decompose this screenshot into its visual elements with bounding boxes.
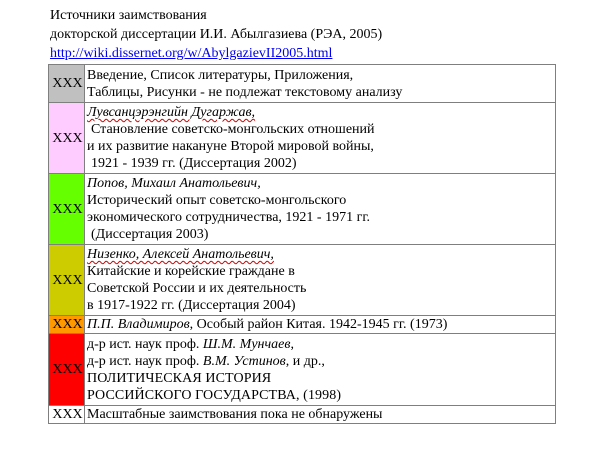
desc-line: в 1917-1922 гг. (Диссертация 2004) — [87, 298, 296, 313]
source-link[interactable]: http://wiki.dissernet.org/w/AbylgazievII2005.html — [50, 46, 333, 61]
description-cell — [85, 406, 556, 424]
author-name: Низенко, Алексей Анатольевич, — [87, 247, 274, 262]
author-name: Ш.М. Мунчаев — [202, 336, 291, 352]
description-cell — [85, 174, 556, 245]
desc-line: , Особый район Китая. 1942-1945 гг. (1973) — [189, 317, 448, 332]
table-row — [49, 103, 556, 174]
table-row — [49, 65, 556, 103]
desc-line: РОССИЙСКОГО ГОСУДАРСТВА, (1998) — [87, 387, 342, 403]
author-name: В.М. Устинов — [202, 353, 286, 369]
description-cell — [85, 103, 556, 174]
color-code-cell — [49, 103, 85, 174]
desc-line: и их развитие накануне Второй мировой войны, — [87, 139, 374, 154]
description-cell — [85, 316, 556, 334]
color-code-cell — [49, 334, 85, 406]
desc-line: Советской России и их деятельность — [87, 281, 307, 296]
table-row — [49, 174, 556, 245]
desc-line: (Диссертация 2003) — [91, 227, 209, 242]
color-code-cell — [49, 174, 85, 245]
code-label: XXX — [52, 76, 83, 91]
desc-line: 1921 - 1939 гг. (Диссертация 2002) — [91, 156, 297, 171]
desc-prefix: д-р ист. наук проф. — [87, 353, 203, 369]
desc-line: Становление советско-монгольских отношений — [91, 122, 375, 137]
desc-suffix: , — [290, 336, 294, 352]
desc-line: экономического сотрудничества, 1921 - 1971 гг. — [87, 210, 370, 225]
description-cell — [85, 245, 556, 316]
desc-line: Исторический опыт советско-монгольского — [87, 193, 347, 208]
desc-suffix: , и др., — [285, 353, 325, 369]
table-row — [49, 245, 556, 316]
color-code-cell — [49, 316, 85, 334]
color-code-cell — [49, 65, 85, 103]
color-code-cell — [49, 245, 85, 316]
table-row — [49, 406, 556, 424]
code-label: XXX — [52, 362, 83, 377]
table-row — [49, 316, 556, 334]
desc-line: ПОЛИТИЧЕСКАЯ ИСТОРИЯ — [87, 370, 272, 386]
code-label: XXX — [52, 130, 83, 146]
header-title-line2: докторской диссертации И.И. Абылгазиева (РЭА, 2005) — [50, 27, 383, 42]
desc-line: Таблицы, Рисунки - не подлежат текстовому анализу — [87, 84, 403, 100]
code-label: XXX — [52, 272, 83, 288]
code-label: XXX — [52, 407, 83, 422]
description-cell — [85, 334, 556, 406]
desc-line: Масштабные заимствования пока не обнаружены — [87, 407, 383, 422]
table-row — [49, 334, 556, 406]
code-label: XXX — [52, 317, 83, 332]
author-name: Попов, Михаил Анатольевич, — [87, 176, 261, 191]
desc-line: Китайские и корейские граждане в — [87, 264, 295, 279]
desc-prefix: д-р ист. наук проф. — [87, 336, 203, 352]
author-name: П.П. Владимиров — [87, 317, 190, 332]
author-name: Лувсанцэрэнгийн Дугаржав, — [87, 105, 256, 120]
color-code-cell — [49, 406, 85, 424]
header-title-line1: Источники заимствования — [50, 8, 207, 23]
sources-table — [48, 64, 556, 424]
code-label: XXX — [52, 201, 83, 217]
description-cell — [85, 65, 556, 103]
desc-line: Введение, Список литературы, Приложения, — [87, 67, 354, 83]
document-header — [50, 6, 382, 63]
